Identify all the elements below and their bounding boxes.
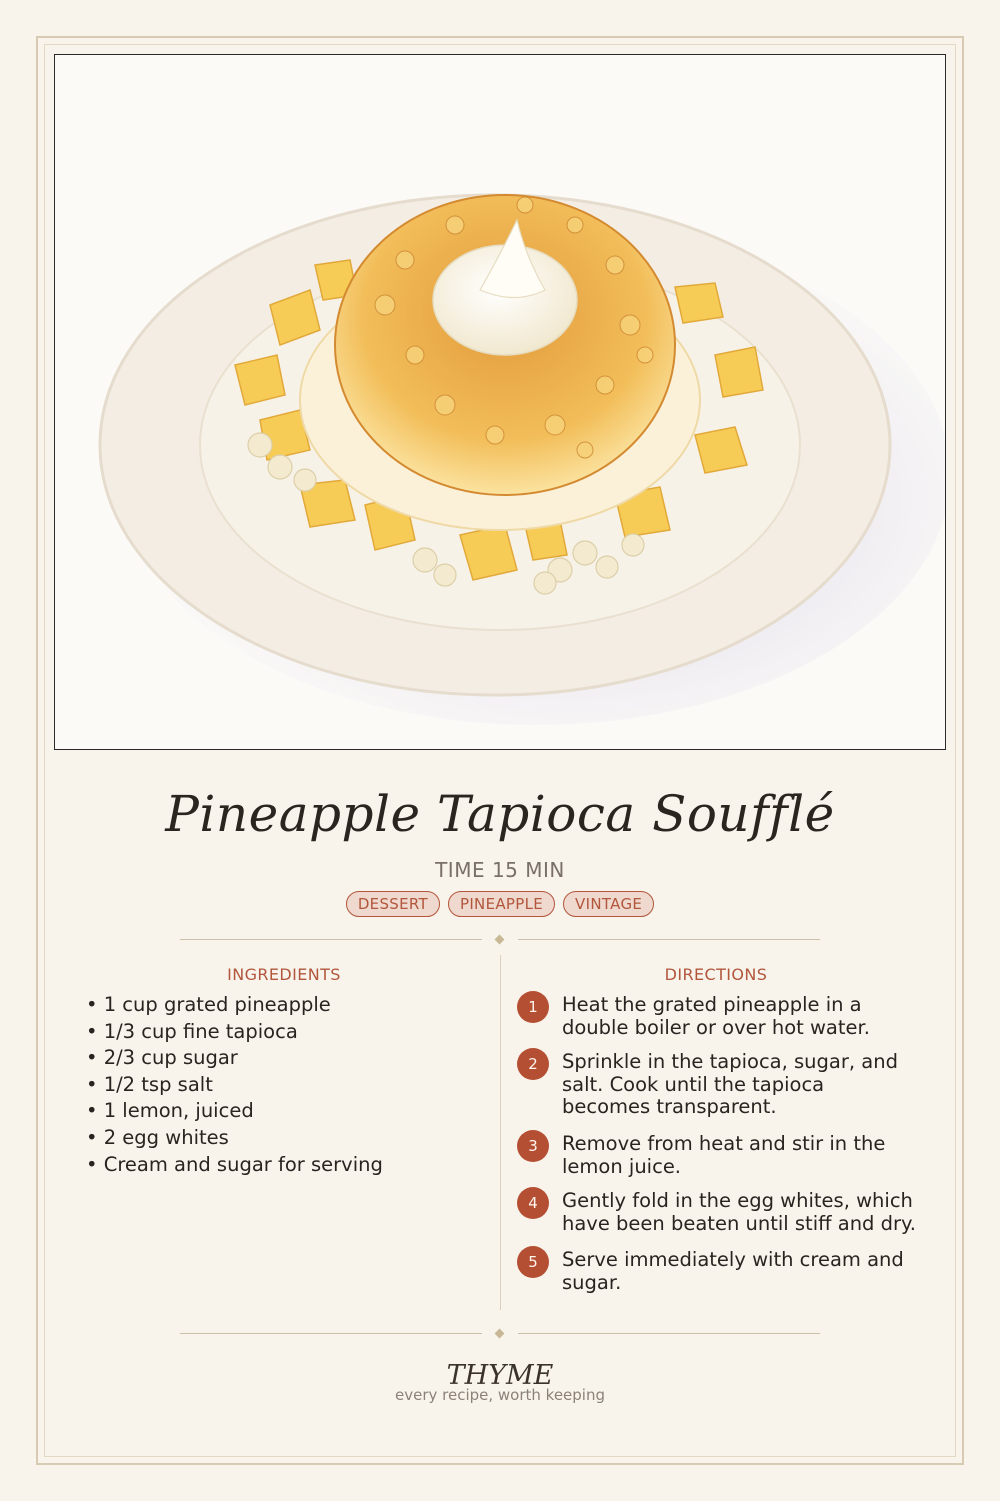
- direction-step: [516, 1129, 916, 1186]
- ingredient-item: • 2/3 cup sugar: [86, 1046, 238, 1070]
- recipe-time: TIME 15 MIN: [435, 858, 565, 882]
- step-number-badge: 2: [517, 1048, 549, 1080]
- tag-dessert[interactable]: DESSERT: [346, 891, 440, 917]
- ingredient-item: • 1 cup grated pineapple: [86, 993, 331, 1016]
- directions-heading: DIRECTIONS: [664, 965, 768, 984]
- ingredient-item: • 1/3 cup fine tapioca: [86, 1019, 298, 1043]
- step-number-badge: 3: [517, 1130, 549, 1162]
- ingredient-item: • Cream and sugar for serving: [86, 1152, 383, 1176]
- column-separator: [500, 955, 501, 1310]
- top-divider: [180, 934, 820, 946]
- tag-vintage[interactable]: VINTAGE: [563, 891, 654, 917]
- step-text: Sprinkle in the tapioca, sugar, and salt. Cook until the tapioca becomes transparent.: [562, 1050, 898, 1118]
- tag-list: [0, 891, 1000, 917]
- step-text: Heat the grated pineapple in a double boiler or over hot water.: [562, 993, 870, 1039]
- diamond-icon: [495, 935, 505, 945]
- step-text: Serve immediately with cream and sugar.: [562, 1248, 904, 1294]
- tag-pineapple[interactable]: PINEAPPLE: [448, 891, 555, 917]
- step-text: Remove from heat and stir in the lemon juice.: [562, 1132, 886, 1178]
- direction-step: [516, 1186, 916, 1245]
- ingredient-item: • 2 egg whites: [86, 1125, 229, 1149]
- step-number-badge: 5: [517, 1246, 549, 1278]
- ingredients-list: [86, 992, 486, 1178]
- direction-step: [516, 1245, 916, 1302]
- step-text: Gently fold in the egg whites, which have been beaten until stiff and dry.: [562, 1189, 916, 1235]
- ingredients-heading: INGREDIENTS: [227, 965, 341, 984]
- direction-step: [516, 990, 916, 1047]
- direction-step: [516, 1047, 916, 1129]
- bottom-divider: [180, 1328, 820, 1340]
- recipe-title: Pineapple Tapioca Soufflé: [165, 785, 835, 843]
- brand-tagline: every recipe, worth keeping: [394, 1386, 605, 1404]
- ingredient-item: • 1/2 tsp salt: [86, 1072, 213, 1096]
- step-number-badge: 1: [517, 991, 549, 1023]
- brand-name: THYME: [446, 1360, 554, 1391]
- ingredient-item: • 1 lemon, juiced: [86, 1099, 254, 1123]
- step-number-badge: 4: [517, 1187, 549, 1219]
- directions-list: [516, 990, 916, 1302]
- recipe-photo: [54, 54, 946, 750]
- diamond-icon: [495, 1329, 505, 1339]
